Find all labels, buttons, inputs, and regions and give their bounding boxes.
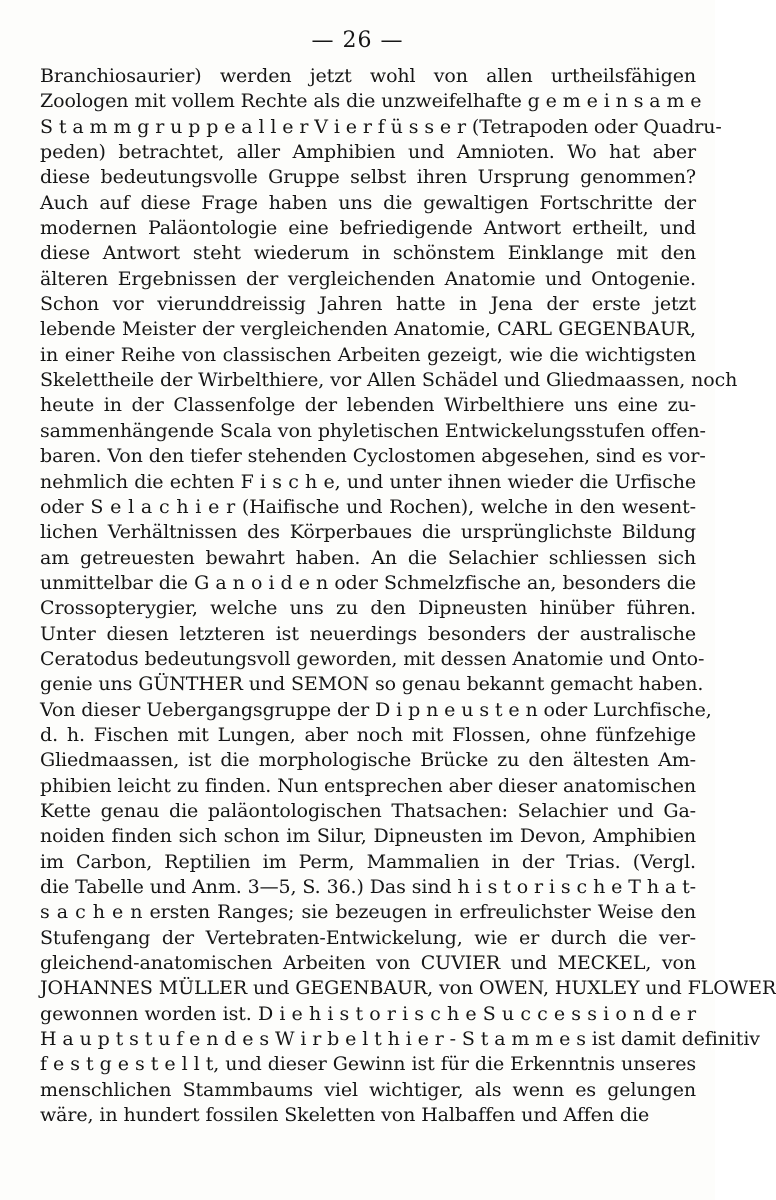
text-line: Crossopterygier, welche uns zu den Dipneusten hinüber führen. — [40, 597, 696, 620]
text-line: S t a m m g r u p p e a l l e r V i e r f ü s s e r (Tetrapoden oder Quadru- — [40, 115, 722, 138]
text-line: Schon vor vierunddreissig Jahren hatte in Jena der erste jetzt — [40, 293, 696, 316]
text-line: peden) betrachtet, aller Amphibien und Amnioten. Wo hat aber — [40, 141, 696, 164]
text-line: Skelettheile der Wirbelthiere, vor Allen Schädel und Gliedmaassen, noch — [40, 369, 738, 392]
text-line: noiden finden sich schon im Silur, Dipneusten im Devon, Amphibien — [40, 825, 696, 848]
text-line: Stufengang der Vertebraten-Entwickelung, wie er durch die ver- — [40, 926, 696, 949]
text-line: älteren Ergebnissen der vergleichenden Anatomie und Ontogenie. — [40, 267, 696, 290]
text-line: in einer Reihe von classischen Arbeiten gezeigt, wie die wichtigsten — [40, 343, 696, 366]
text-line: Auch auf diese Frage haben uns die gewaltigen Fortschritte der — [40, 191, 696, 214]
text-line: Unter diesen letzteren ist neuerdings besonders der australische — [40, 622, 696, 645]
text-line: baren. Von den tiefer stehenden Cyclostomen abgesehen, sind es vor- — [40, 445, 706, 468]
text-line: lebende Meister der vergleichenden Anatomie, CARL GEGENBAUR, — [40, 318, 696, 341]
text-line: die Tabelle und Anm. 3—5, S. 36.) Das sind h i s t o r i s c h e T h a t- — [40, 876, 696, 898]
text-line: H a u p t s t u f e n d e s W i r b e l t h i e r - S t a m m e s ist damit definitiv — [40, 1028, 760, 1051]
text-line: wäre, in hundert fossilen Skeletten von Halbaffen und Affen die — [40, 1104, 650, 1127]
text-line: genie uns GÜNTHER und SEMON so genau bekannt gemacht haben. — [40, 673, 704, 696]
text-line: Ceratodus bedeutungsvoll geworden, mit dessen Anatomie und Onto- — [40, 647, 705, 670]
text-line: diese Antwort steht wiederum in schönstem Einklange mit den — [40, 242, 696, 265]
text-line: Gliedmaassen, ist die morphologische Brücke zu den ältesten Am- — [40, 749, 696, 772]
text-line: unmittelbar die G a n o i d e n oder Schmelzfische an, besonders die — [40, 571, 696, 594]
text-line: d. h. Fischen mit Lungen, aber noch mit Flossen, ohne fünfzehige — [40, 723, 696, 746]
text-line: heute in der Classenfolge der lebenden Wirbelthiere uns eine zu- — [40, 394, 696, 417]
text-line: im Carbon, Reptilien im Perm, Mammalien in der Trias. (Vergl. — [40, 850, 696, 873]
text-line: s a c h e n ersten Ranges; sie bezeugen in erfreulichster Weise den — [40, 901, 696, 924]
text-line: sammenhängende Scala von phyletischen Entwickelungsstufen offen- — [40, 419, 706, 442]
text-line: nehmlich die echten F i s c h e, und unter ihnen wieder die Urfische — [40, 470, 696, 493]
text-line: am getreuesten bewahrt haben. An die Selachier schliessen sich — [40, 546, 696, 569]
text-line: oder S e l a c h i e r (Haifische und Rochen), welche in den wesent- — [40, 495, 696, 518]
text-line: phibien leicht zu finden. Nun entsprechen aber dieser anatomischen — [40, 774, 696, 797]
text-line: JOHANNES MÜLLER und GEGENBAUR, von OWEN, HUXLEY und FLOWER — [40, 977, 776, 1000]
text-line: Zoologen mit vollem Rechte als die unzweifelhafte g e m e i n s a m e — [40, 90, 702, 113]
text-line: modernen Paläontologie eine befriedigende Antwort ertheilt, und — [40, 217, 696, 240]
text-line: gewonnen worden ist. D i e h i s t o r i s c h e S u c c e s s i o n d e r — [40, 1002, 696, 1025]
text-line: lichen Verhältnissen des Körperbaues die ursprünglichste Bildung — [40, 521, 696, 544]
page-number: — 26 — — [311, 28, 404, 53]
text-line: Kette genau die paläontologischen Thatsachen: Selachier und Ga- — [40, 799, 696, 822]
text-line: Von dieser Uebergangsgruppe der D i p n e u s t e n oder Lurchfische, — [40, 698, 712, 721]
text-line: menschlichen Stammbaums viel wichtiger, als wenn es gelungen — [40, 1078, 696, 1101]
text-line: f e s t g e s t e l l t, und dieser Gewinn ist für die Erkenntnis unseres — [40, 1053, 696, 1076]
body-text — [40, 64, 776, 1128]
text-line: gleichend-anatomischen Arbeiten von CUVIER und MECKEL, von — [40, 952, 696, 975]
text-line: diese bedeutungsvolle Gruppe selbst ihren Ursprung genommen? — [40, 166, 696, 189]
text-line: Branchiosaurier) werden jetzt wohl von allen urtheilsfähigen — [40, 65, 696, 87]
